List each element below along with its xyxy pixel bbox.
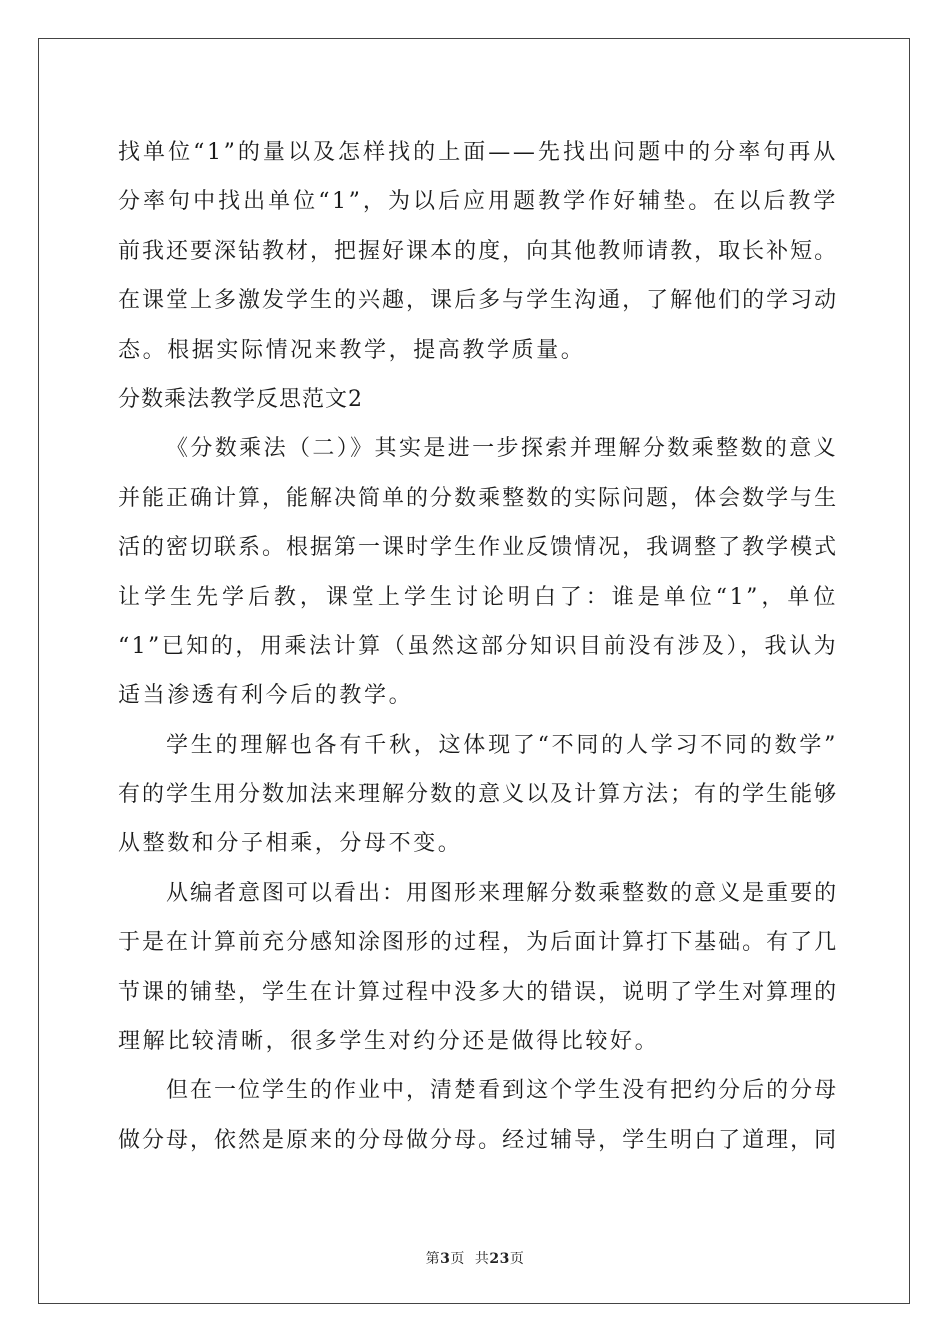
footer-prefix: 第 <box>425 1251 441 1267</box>
text-line: 活的密切联系。根据第一课时学生作业反馈情况，我调整了教学模式 <box>118 535 838 561</box>
text-line: 前我还要深钻教材，把握好课本的度，向其他教师请教，取长补短。 <box>118 238 838 264</box>
text-line: 《分数乘法（二）》其实是进一步探索并理解分数乘整数的意义 <box>166 436 838 462</box>
text-line: 理解比较清晰，很多学生对约分还是做得比较好。 <box>118 1029 660 1055</box>
text-line: 有的学生用分数加法来理解分数的意义以及计算方法；有的学生能够 <box>118 782 838 808</box>
text-line: 从编者意图可以看出：用图形来理解分数乘整数的意义是重要的 <box>166 880 838 906</box>
text-line: 适当渗透有利今后的教学。 <box>118 683 414 709</box>
text-line: 让学生先学后教，课堂上学生讨论明白了：谁是单位“1”，单位 <box>118 584 838 610</box>
page-footer <box>0 1248 950 1268</box>
text-line: “1”已知的，用乘法计算（虽然这部分知识目前没有涉及），我认为 <box>118 633 838 659</box>
text-line: 从整数和分子相乘，分母不变。 <box>118 831 463 857</box>
current-page-number: 3 <box>440 1251 451 1267</box>
section-heading: 分数乘法教学反思范文2 <box>118 386 363 412</box>
text-line: 于是在计算前充分感知涂图形的过程，为后面计算打下基础。有了几 <box>118 930 838 956</box>
text-line: 学生的理解也各有千秋，这体现了“不同的人学习不同的数学” <box>166 732 838 758</box>
text-line: 但在一位学生的作业中，清楚看到这个学生没有把约分后的分母 <box>166 1078 838 1104</box>
text-line: 节课的铺垫，学生在计算过程中没多大的错误，说明了学生对算理的 <box>118 979 838 1005</box>
text-line: 做分母，依然是原来的分母做分母。经过辅导，学生明白了道理，同 <box>118 1127 838 1153</box>
footer-middle: 页 共 <box>450 1251 490 1267</box>
text-line: 在课堂上多激发学生的兴趣，课后多与学生沟通，了解他们的学习动 <box>118 288 838 314</box>
footer-suffix: 页 <box>509 1251 525 1267</box>
text-line: 并能正确计算，能解决简单的分数乘整数的实际问题，体会数学与生 <box>118 485 838 511</box>
text-line: 分率句中找出单位“1”，为以后应用题教学作好辅垫。在以后教学 <box>118 189 838 215</box>
total-page-count: 23 <box>489 1251 510 1267</box>
document-body <box>118 128 838 1165</box>
text-line: 找单位“1”的量以及怎样找的上面——先找出问题中的分率句再从 <box>118 140 838 165</box>
text-line: 态。根据实际情况来教学，提高教学质量。 <box>118 337 586 363</box>
